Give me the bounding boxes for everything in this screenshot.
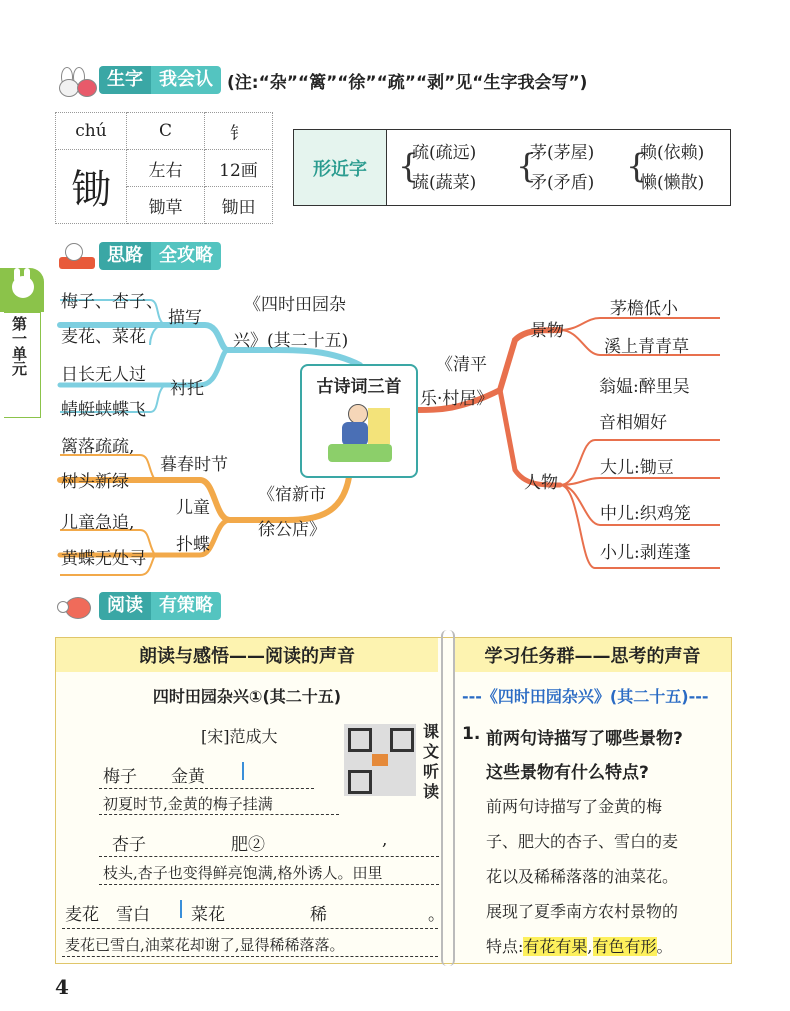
similar-pair-1a: 疏(疏远) [412,143,477,163]
similar-pair-3a: 赖(依赖) [640,143,705,163]
line3-note: 麦花已雪白,油菜花却谢了,显得稀稀落落。 [65,936,345,954]
child-reading-icon [328,400,392,464]
contrast-items-1: 日长无人过 [61,365,146,385]
scenery-item-2: 溪上青青草 [604,337,689,357]
char-structure: 左右 [127,150,205,187]
bird-icon [55,591,99,621]
describe-items-1: 梅子、杏子、 [61,292,163,312]
question-text-1: 前两句诗描写了哪些景物? [486,729,683,749]
qr-label: 课文听读 [423,722,440,801]
line1-note: 初夏时节,金黄的梅子挂满 [103,795,273,813]
char-pinyin: chú [56,113,127,150]
contrast-items-2: 蜻蜓蛱蝶飞 [61,400,146,420]
left-heading: 朗读与感悟——阅读的声音 [56,638,438,672]
line2-comma: , [382,830,388,850]
answer-5-mid: , [587,937,593,956]
right-subtitle: 《四时田园杂兴》(其二十五) [481,687,689,706]
answer-1: 前两句诗描写了金黄的梅 [486,797,663,816]
answer-highlight-2: 有色有形 [592,937,657,956]
child-items-2: 黄蝶无处寻 [61,549,146,569]
poem3-line1: 《清平 [436,355,487,375]
spring-items-1: 篱落疏疏, [61,437,135,457]
char-main: 锄 [56,150,127,224]
char-strokes: 12画 [205,150,273,187]
answer-5 [486,934,673,957]
answer-2: 子、肥大的杏子、雪白的麦 [486,832,679,851]
answer-4: 展现了夏季南方农村景物的 [486,902,679,921]
line3-period: 。 [428,905,445,925]
people-intro-2: 音相媚好 [599,413,667,433]
section-header-read [55,592,221,620]
people-intro-1: 翁媪:醉里吴 [599,377,690,397]
line3-words-2: 菜花 稀 [191,905,327,925]
right-heading: 学习任务群——思考的声音 [454,638,731,672]
line2-words: 杏子 肥② [112,835,265,855]
child-items-1: 儿童急追, [61,513,135,533]
header-map-light: 全攻略 [151,242,221,270]
char-word-2: 锄田 [205,187,273,224]
poem2-line2: 徐公店》 [258,520,326,540]
people-item-3: 小儿:剥莲蓬 [600,543,691,563]
answer-highlight-1: 有花有果 [523,937,588,956]
poem1-line1: 《四时田园杂 [244,295,346,315]
right-subtitle-wrap: ---《四时田园杂兴》(其二十五)--- [462,687,709,706]
scenery-label: 景物 [530,321,564,341]
poem-author: [宋]范成大 [201,727,278,746]
child-label-1: 儿童 [176,498,210,518]
header-read-dark: 阅读 [99,592,151,620]
pause-mark [242,762,244,780]
question-number: 1. [462,724,481,744]
char-radical: 钅 [205,113,273,150]
people-item-1: 大儿:锄豆 [600,458,674,478]
line2-note: 枝头,杏子也变得鲜亮饱满,格外诱人。田里 [103,864,383,882]
similar-chars-box: 形近字 { 疏(疏远) 蔬(蔬菜) { 茅(茅屋) 矛(矛盾) { 赖(依赖) 懒(懒散) [293,129,731,206]
spring-items-2: 树头新绿 [61,472,129,492]
similar-pair-3b: 懒(懒散) [640,173,705,193]
describe-items-2: 麦花、菜花 [61,327,146,347]
people-label: 人物 [524,473,558,493]
line1-words: 梅子 金黄 [103,767,205,787]
contrast-label: 衬托 [170,379,204,399]
unit-label: 第一单元 [10,316,28,376]
header-title-dark: 生字 [99,66,151,94]
poem3-line2: 乐·村居》 [420,389,494,409]
answer-5-pre: 特点: [486,937,524,956]
header-read-light: 有策略 [151,592,221,620]
poem1-line2: 兴》(其二十五) [233,331,349,351]
answer-5-end: 。 [656,937,673,956]
page-number: 4 [55,975,69,999]
reading-box [55,637,732,964]
header-map-dark: 思路 [99,242,151,270]
similar-pair-1b: 蔬(蔬菜) [412,173,477,193]
describe-label: 描写 [168,308,202,328]
child-label-2: 扑蝶 [176,535,210,555]
answer-3: 花以及稀稀落落的油菜花。 [486,867,679,886]
people-item-2: 中儿:织鸡笼 [600,504,691,524]
similar-chars-label: 形近字 [294,130,387,205]
mindmap-center [300,364,418,478]
poem2-line1: 《宿新市 [258,485,326,505]
question-text-2: 这些景物有什么特点? [486,763,649,783]
char-word-1: 锄草 [127,187,205,224]
center-title: 古诗词三首 [316,377,402,397]
line3-words: 麦花 雪白 [65,905,150,925]
poem-title: 四时田园杂兴①(其二十五) [152,687,342,706]
similar-pair-2a: 茅(茅屋) [530,143,595,163]
char-initial: C [127,113,205,150]
similar-pair-2b: 矛(矛盾) [530,173,595,193]
spring-label: 暮春时节 [160,455,228,475]
pause-mark-2 [180,900,182,918]
scenery-item-1: 茅檐低小 [610,299,678,319]
header-note: (注:“杂”“篱”“徐”“疏”“剥”见“生字我会写”) [227,72,588,93]
header-title-light: 我会认 [151,66,221,94]
qr-code[interactable] [344,724,416,796]
